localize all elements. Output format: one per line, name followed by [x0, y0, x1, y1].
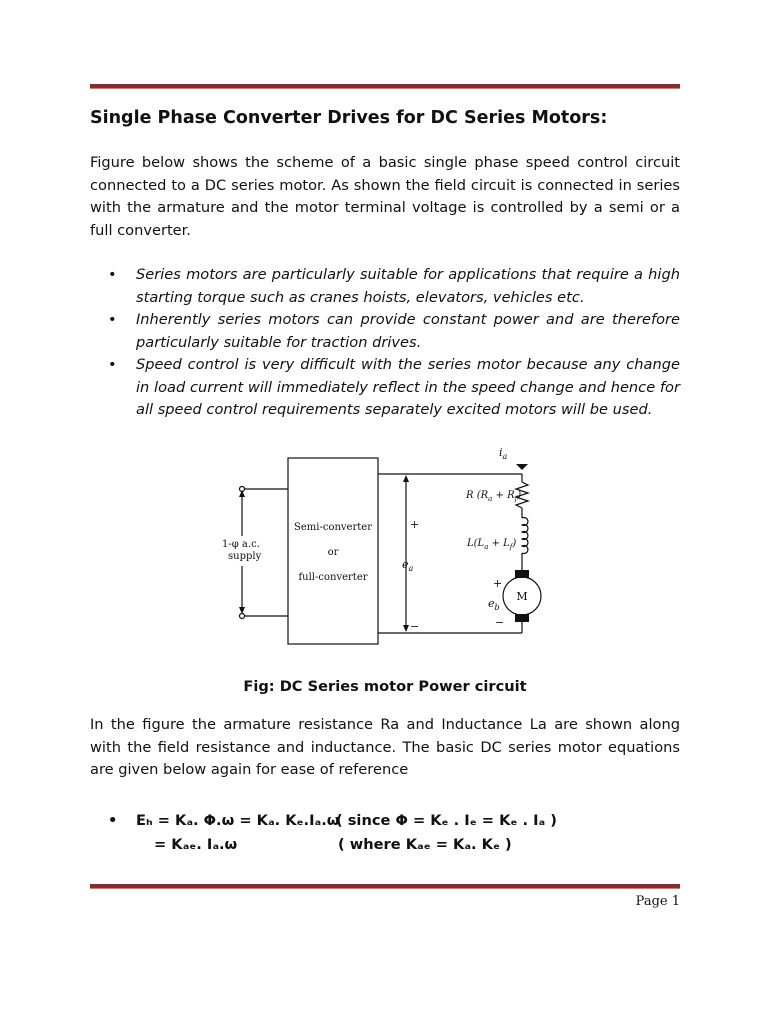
supply-arrowhead-down — [239, 607, 245, 614]
bullet-marker: • — [108, 812, 118, 829]
inductor-coil — [522, 518, 528, 554]
equation-lhs: Eₕ = Kₐ. Φ.ω = Kₐ. Kₑ.Iₐ.ω — [136, 812, 340, 829]
ea-plus-sign: + — [410, 518, 420, 531]
ea-minus-sign: − — [410, 620, 420, 633]
footer-rule — [90, 884, 680, 889]
equation-rhs: ( where Kₐₑ = Kₐ. Kₑ ) — [338, 836, 512, 853]
motor-brush-top — [515, 570, 529, 578]
converter-label: Semi-converter — [294, 522, 372, 533]
equation-lhs: = Kₐₑ. Iₐ.ω — [154, 836, 238, 853]
converter-label: or — [327, 547, 339, 558]
supply-terminal-bottom — [240, 614, 245, 619]
current-label: $i_a$ — [499, 446, 508, 461]
ea-arrowhead-down — [403, 625, 409, 632]
header-rule — [90, 84, 680, 89]
equation-rhs: ( since Φ = Kₑ . Iₑ = Kₑ . Iₐ ) — [336, 812, 557, 829]
page-number: Page 1 — [635, 894, 680, 909]
circuit-diagram — [210, 440, 560, 660]
inductor-label: $L(L_a + L_f)$ — [467, 538, 517, 551]
equations-intro-paragraph: In the figure the armature resistance Ra and Inductance La are shown along with the field resistance and inductance. The basic DC series motor equations are given below again for ease of reference — [90, 716, 680, 778]
eb-minus-sign: − — [495, 616, 505, 629]
eb-plus-sign: + — [493, 577, 503, 590]
bullet-item: • Series motors are particularly suitable for applications that require a high starting torque such as cranes hoists, elevators, vehicles etc. — [90, 264, 680, 309]
intro-paragraph: Figure below shows the scheme of a basic single phase speed control circuit connected to a DC series motor. As shown the field circuit is connected in series with the armature and the motor terminal voltage is controlled by a semi or a full converter. — [90, 154, 680, 239]
supply-label: 1-φ a.c. — [222, 539, 260, 550]
motor-brush-bottom — [515, 614, 529, 622]
figure-caption: Fig: DC Series motor Power circuit — [243, 678, 527, 695]
converter-label: full-converter — [298, 572, 368, 583]
bullet-list — [90, 264, 680, 422]
supply-label: supply — [228, 551, 262, 562]
resistor-label: R $(R_a + R_f)$ — [466, 490, 522, 503]
motor-label: M — [516, 590, 528, 603]
ea-arrowhead-up — [403, 475, 409, 482]
bullet-item: • Inherently series motors can provide constant power and are therefore particularly suitable for traction drives. — [90, 309, 680, 354]
current-arrowhead — [516, 464, 528, 470]
bullet-item: • Speed control is very difficult with the series motor because any change in load current will immediately reflect in the speed change and hence for all speed control requirements separately excited motors will be used. — [90, 354, 680, 422]
ea-label: $e_a$ — [402, 558, 414, 573]
section-heading: Single Phase Converter Drives for DC Series Motors: — [90, 108, 608, 128]
eb-label: $e_b$ — [488, 597, 500, 612]
